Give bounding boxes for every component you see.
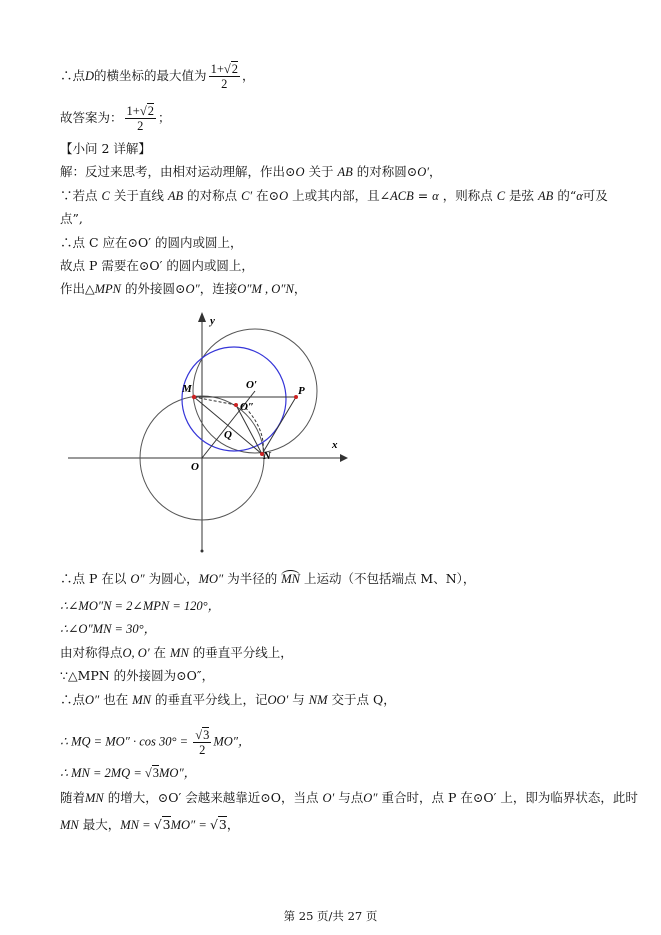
page-footer: 第 25 页/共 27 页 [283, 909, 378, 923]
line-MN-equals: ∴ MN = 2MQ = √3MO″， [60, 766, 197, 780]
segment-PN [262, 397, 296, 454]
line-circumcircle: 作出△MPN 的外接圆⊙O″，连接O″M , O″N， [60, 281, 307, 296]
label-x: x [332, 439, 338, 451]
fraction-root3-over-2: $\frac{√3}{2}$ [195, 728, 210, 757]
label-P: P [298, 385, 305, 397]
line-answer: 故答案为： $\frac{1+√2}{2}$ ； [60, 104, 171, 133]
label-O-double-prime: O″ [240, 401, 255, 413]
line-perp-bisector: 由对称得点O, O′ 在 MN 的垂直平分线上， [60, 645, 293, 660]
line-MQ: ∴ MQ = MO″ · cos 30° = $\frac{√3}{2}$ MO″， [60, 728, 251, 757]
point-M [192, 395, 196, 399]
line-angle-30: ∴∠O″MN = 30°， [60, 622, 157, 636]
fraction-max-value: $\frac{1+√2}{2}$ [210, 62, 238, 91]
line-p-in-circle: 故点 P 需要在⊙O′ 的圆内或圆上， [60, 258, 254, 273]
line-MN-max: MN 最大，MN = √3MO″ = √3， [60, 817, 240, 832]
arc-MN: MN [281, 572, 300, 586]
circle-O-double-prime [182, 347, 286, 451]
line-max-abscissa: ∴点D的横坐标的最大值为 $\frac{1+√2}{2}$ ， [60, 62, 255, 91]
line-p-on-arc: ∴点 P 在以 O″ 为圆心，MO″ 为半径的 MN 上运动（不包括端点 M、N）， [60, 571, 476, 586]
line-critical-state: 随着MN 的增大，⊙O′ 会越来越靠近⊙O，当点 O′ 与点O″ 重合时，点 P 在⊙O′ 上，即为临界状态，此时 [60, 790, 638, 805]
line-solution-intro: 解：反过来思考，由相对运动理解，作出⊙O 关于 AB 的对称圆⊙O′， [60, 164, 442, 179]
x-axis-arrow [340, 454, 348, 462]
section-heading: 【小问 2 详解】 [60, 141, 151, 156]
line-c-in-circle: ∴点 C 应在⊙O′ 的圆内或圆上， [60, 235, 243, 250]
line-intersection-Q: ∴点O″ 也在 MN 的垂直平分线上，记OO′ 与 NM 交于点 Q， [60, 692, 396, 707]
y-axis-arrow [198, 312, 206, 322]
label-N: N [263, 450, 271, 462]
segment-MO-double-prime [194, 397, 236, 405]
label-Q: Q [224, 429, 232, 441]
fraction-answer: $\frac{1+√2}{2}$ [126, 104, 154, 133]
label-O: O [191, 461, 199, 473]
line-definition: ∵若点 C 关于直线 AB 的对称点 C′ 在⊙O 上或其内部，且∠ACB = α ，则称点 C 是弦 AB 的“α可及 [60, 188, 608, 203]
line-definition-end: 点”, [60, 211, 83, 226]
label-M: M [182, 383, 192, 395]
point-O-double-prime [234, 403, 238, 407]
y-axis-end-dot [201, 550, 204, 553]
line-circumcircle-statement: ∵△MPN 的外接圆为⊙O″， [60, 668, 215, 683]
line-angle-120: ∴∠MO″N = 2∠MPN = 120°， [60, 599, 221, 613]
label-O-prime: O′ [246, 379, 258, 391]
geometry-figure [60, 308, 350, 558]
label-y: y [210, 315, 215, 327]
